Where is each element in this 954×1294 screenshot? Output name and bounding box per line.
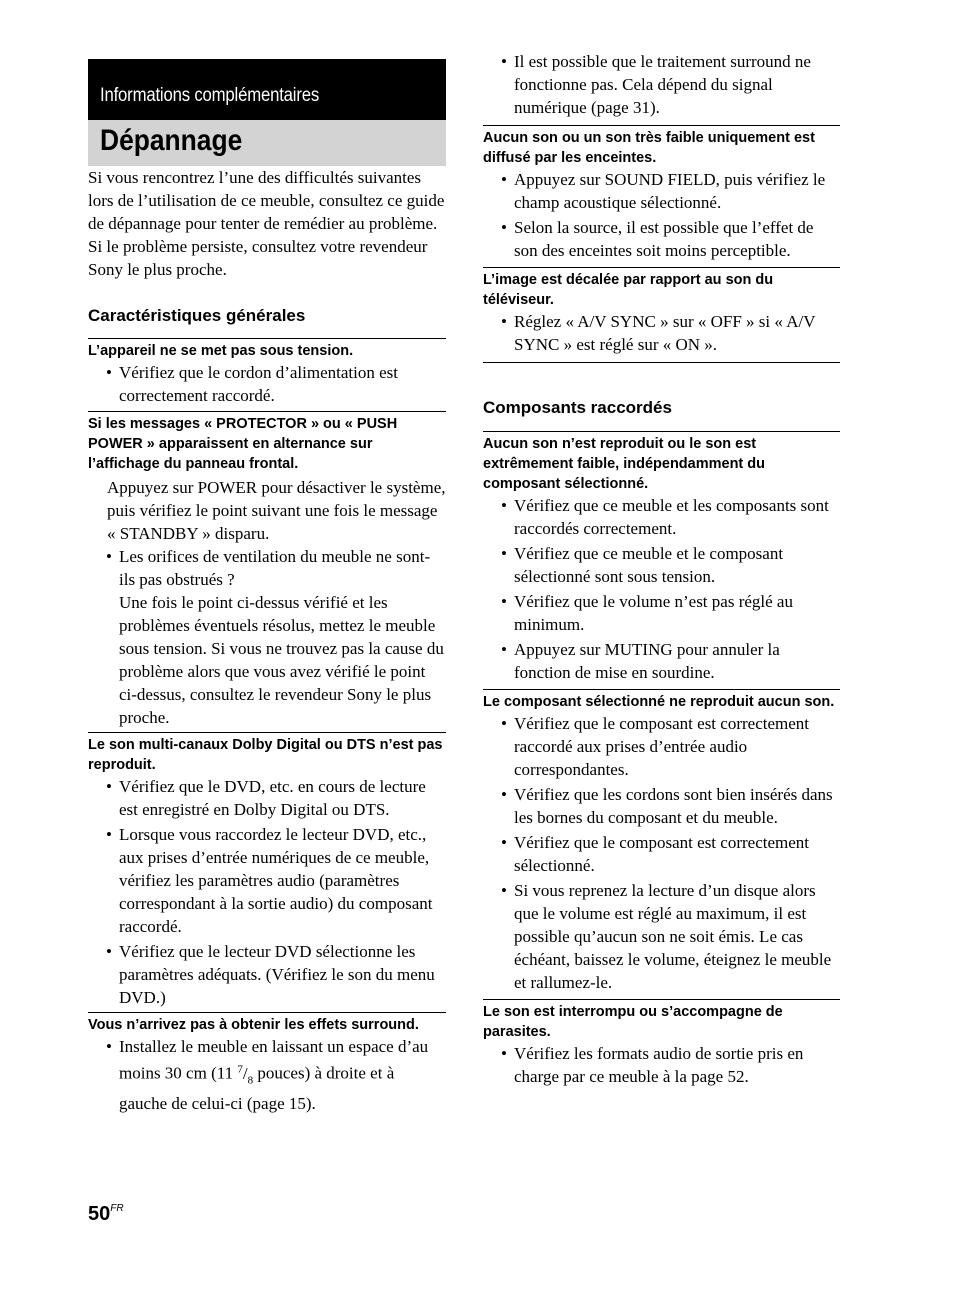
page-number-value: 50 (88, 1203, 111, 1225)
solution-item (88, 1035, 446, 1115)
title-banner (88, 120, 446, 166)
solution-text-part: pouces) à droite et à gauche de celui-ci (page 15). (119, 1063, 395, 1114)
solution-text-part: Installez le meuble en laissant un espace d’au moins 30 cm (11 (119, 1037, 429, 1083)
left-column (88, 59, 446, 1117)
solution-item: • Vérifiez les formats audio de sortie pris en charge par ce meuble à la page 52. (483, 1042, 840, 1088)
solution-list (483, 712, 840, 994)
solution-item: • Il est possible que le traitement surround ne fonctionne pas. Cela dépend du signal numérique (page 31). (483, 50, 840, 119)
problem-title: Le son multi-canaux Dolby Digital ou DTS n’est pas reproduit. (88, 732, 446, 775)
problem-title: Le composant sélectionné ne reproduit aucun son. (483, 689, 840, 712)
solution-list (483, 168, 840, 262)
solution-subtext: Une fois le point ci-dessus vérifié et les problèmes éventuels résolus, mettez le meuble sous tension. Si vous ne trouvez pas la cause du problème alors que vous avez vérifié le point ci-dessus, consultez le revendeur Sony le plus proche. (119, 593, 444, 727)
section-heading-general: Caractéristiques générales (88, 306, 306, 325)
problem-title: L’appareil ne se met pas sous tension. (88, 338, 446, 361)
section-heading-connected: Composants raccordés (483, 398, 672, 417)
problem-title: Aucun son ou un son très faible uniquement est diffusé par les enceintes. (483, 125, 840, 168)
problem-title: Vous n’arrivez pas à obtenir les effets surround. (88, 1012, 446, 1035)
solution-item: • Réglez « A/V SYNC » sur « OFF » si « A/V SYNC » est réglé sur « ON ». (483, 310, 840, 356)
solution-list (88, 361, 446, 407)
solution-item-text: Les orifices de ventilation du meuble ne sont-ils pas obstrués ? (119, 547, 431, 589)
section-divider (483, 362, 840, 363)
solution-item: • Vérifiez que le cordon d’alimentation est correctement raccordé. (88, 361, 446, 407)
solution-item: • Vérifiez que le volume n’est pas réglé au minimum. (483, 590, 840, 636)
solution-item: • Selon la source, il est possible que l’effet de son des enceintes soit moins perceptible. (483, 216, 840, 262)
fraction-numerator: 7 (237, 1063, 243, 1075)
solution-list (88, 1035, 446, 1115)
fraction-denominator: 8 (247, 1074, 254, 1087)
solution-item: • Vérifiez que le DVD, etc. en cours de lecture est enregistré en Dolby Digital ou DTS. (88, 775, 446, 821)
problem-title: Le son est interrompu ou s’accompagne de parasites. (483, 999, 840, 1042)
category-banner (88, 59, 446, 120)
right-column (483, 50, 840, 1090)
solution-text: Appuyez sur POWER pour désactiver le système, puis vérifiez le point suivant une fois le message « STANDBY » disparu. (107, 478, 446, 543)
solution-item: • Appuyez sur SOUND FIELD, puis vérifiez le champ acoustique sélectionné. (483, 168, 840, 214)
category-label: Informations complémentaires (100, 85, 320, 106)
solution-item: • Appuyez sur MUTING pour annuler la fonction de mise en sourdine. (483, 638, 840, 684)
solution-list (483, 494, 840, 684)
solution-list (483, 1042, 840, 1088)
problem-title: Si les messages « PROTECTOR » ou « PUSH POWER » apparaissent en alternance sur l’affichage du panneau frontal. (88, 411, 446, 474)
fraction: $^7/_8$ (237, 1063, 254, 1087)
language-code: FR (110, 1203, 124, 1214)
solution-item: • Vérifiez que le composant est correctement sélectionné. (483, 831, 840, 877)
solution-list (88, 545, 446, 729)
page-number (88, 1203, 124, 1226)
solution-item (88, 545, 446, 729)
solution-list (88, 775, 446, 1009)
solution-item: • Lorsque vous raccordez le lecteur DVD, etc., aux prises d’entrée numériques de ce meuble, vérifiez les paramètres audio (paramètres correspondant à la sortie audio) du composant raccordé. (88, 823, 446, 938)
solution-item: • Vérifiez que les cordons sont bien insérés dans les bornes du composant et du meuble. (483, 783, 840, 829)
problem-title: L’image est décalée par rapport au son du téléviseur. (483, 267, 840, 310)
solution-item: • Vérifiez que le composant est correctement raccordé aux prises d’entrée audio correspondantes. (483, 712, 840, 781)
page-title: Dépannage (100, 124, 243, 157)
solution-list (483, 310, 840, 356)
solution-list (483, 50, 840, 119)
solution-item: • Vérifiez que ce meuble et les composants sont raccordés correctement. (483, 494, 840, 540)
solution-item: • Si vous reprenez la lecture d’un disque alors que le volume est réglé au maximum, il est possible qu’aucun son ne soit émis. Le cas échéant, baissez le volume, éteignez le meuble et rallumez-le. (483, 879, 840, 994)
solution-item: • Vérifiez que ce meuble et le composant sélectionné sont sous tension. (483, 542, 840, 588)
solution-item: • Vérifiez que le lecteur DVD sélectionne les paramètres adéquats. (Vérifiez le son du menu DVD.) (88, 940, 446, 1009)
problem-title: Aucun son n’est reproduit ou le son est extrêmement faible, indépendamment du composant sélectionné. (483, 431, 840, 494)
intro-paragraph: Si vous rencontrez l’une des difficultés suivantes lors de l’utilisation de ce meuble, consultez ce guide de dépannage pour tenter de remédier au problème. Si le problème persiste, consultez votre revendeur Sony le plus proche. (88, 168, 445, 279)
